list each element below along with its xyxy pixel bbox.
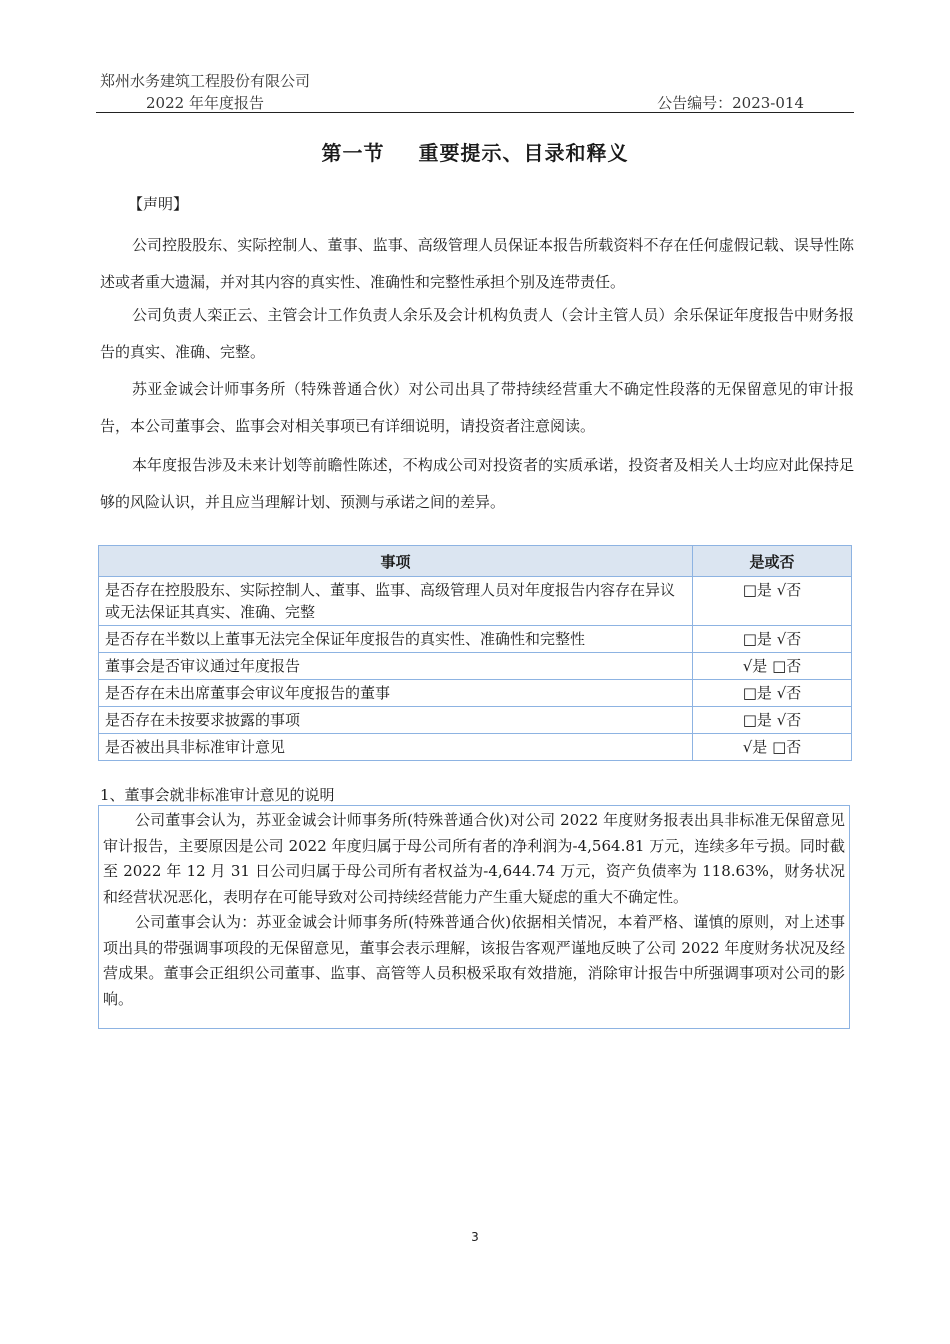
table-row xyxy=(99,577,852,626)
explanation-heading: 1、董事会就非标准审计意见的说明 xyxy=(100,786,335,804)
header-report-name: 2022 年年度报告 xyxy=(146,94,264,112)
table-row xyxy=(99,734,852,761)
table-cell-item: 董事会是否审议通过年度报告 xyxy=(99,653,693,680)
table-row xyxy=(99,707,852,734)
table-cell-answer: √是 □否 xyxy=(693,734,852,761)
header-company-name: 郑州水务建筑工程股份有限公司 xyxy=(100,72,311,90)
table-header-answer: 是或否 xyxy=(693,546,852,577)
explanation-paragraph: 公司董事会认为：苏亚金诚会计师事务所(特殊普通合伙)依据相关情况，本着严格、谨慎的原则，对上述事项出具的带强调事项段的无保留意见，董事会表示理解，该报告客观严谨地反映了公司 2022 年度财务状况及经营成果。董事会正组织公司董事、监事、高管等人员积极采取有效措施，消除审计报告中所强调事项对公司的影响。 xyxy=(103,913,845,1008)
header-announcement-code: 公告编号：2023-014 xyxy=(657,94,804,112)
section-title-number: 第一节 xyxy=(321,141,385,165)
table-row xyxy=(99,653,852,680)
table-header-row xyxy=(99,546,852,577)
statement-paragraph: 公司负责人栾正云、主管会计工作负责人余乐及会计机构负责人（会计主管人员）余乐保证年度报告中财务报告的真实、准确、完整。 xyxy=(100,306,854,361)
section-title-text: 重要提示、目录和释义 xyxy=(418,141,629,165)
statement-paragraph: 苏亚金诚会计师事务所（特殊普通合伙）对公司出具了带持续经营重大不确定性段落的无保留意见的审计报告，本公司董事会、监事会对相关事项已有详细说明，请投资者注意阅读。 xyxy=(100,380,854,435)
table-cell-item: 是否被出具非标准审计意见 xyxy=(99,734,693,761)
page-number: 3 xyxy=(471,1230,479,1244)
header-divider xyxy=(96,112,854,113)
table-header-item: 事项 xyxy=(99,546,693,577)
explanation-paragraph: 公司董事会认为，苏亚金诚会计师事务所(特殊普通合伙)对公司 2022 年度财务报表出具非标准无保留意见审计报告，主要原因是公司 2022 年度归属于母公司所有者的净利润为-4,564.81 万元，连续多年亏损。同时截至 2022 年 12 月 31 日公司归属于母公司所有者权益为-4,644.74 万元，资产负债率为 118.63%，财务状况和经营状况恶化，表明存在可能导致对公司持续经营能力产生重大疑虑的重大不确定性。 xyxy=(103,811,845,906)
table-row xyxy=(99,680,852,707)
table-cell-answer: □是 √否 xyxy=(693,626,852,653)
table-cell-answer: □是 √否 xyxy=(693,680,852,707)
statement-paragraph: 本年度报告涉及未来计划等前瞻性陈述，不构成公司对投资者的实质承诺，投资者及相关人士均应对此保持足够的风险认识，并且应当理解计划、预测与承诺之间的差异。 xyxy=(100,456,854,511)
explanation-box xyxy=(98,805,850,1029)
statement-label: 【声明】 xyxy=(128,195,189,213)
table-row xyxy=(99,626,852,653)
table-cell-item: 是否存在半数以上董事无法完全保证年度报告的真实性、准确性和完整性 xyxy=(99,626,693,653)
statement-paragraph: 公司控股股东、实际控制人、董事、监事、高级管理人员保证本报告所载资料不存在任何虚假记载、误导性陈述或者重大遗漏，并对其内容的真实性、准确性和完整性承担个别及连带责任。 xyxy=(100,236,854,291)
matters-table xyxy=(98,545,852,761)
table-cell-answer: □是 √否 xyxy=(693,707,852,734)
section-title xyxy=(0,137,950,166)
table-cell-answer: □是 √否 xyxy=(693,577,852,626)
table-cell-item: 是否存在未出席董事会审议年度报告的董事 xyxy=(99,680,693,707)
table-cell-item: 是否存在控股股东、实际控制人、董事、监事、高级管理人员对年度报告内容存在异议或无法保证其真实、准确、完整 xyxy=(99,577,693,626)
table-cell-answer: √是 □否 xyxy=(693,653,852,680)
table-cell-item: 是否存在未按要求披露的事项 xyxy=(99,707,693,734)
